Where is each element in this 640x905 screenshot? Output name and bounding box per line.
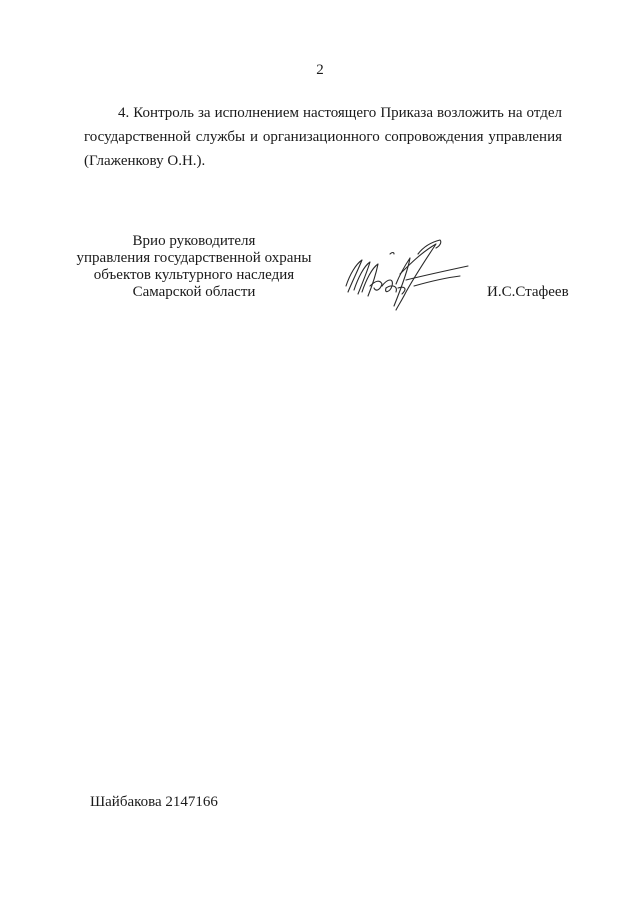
handwritten-signature (336, 234, 476, 312)
executor-contact: Шайбакова 2147166 (90, 794, 218, 810)
signer-position-line: Врио руководителя (132, 233, 256, 249)
signer-position-line: объектов культурного наследия (93, 267, 295, 283)
page-number: 2 (316, 62, 324, 78)
signer-position-line: Самарской области (132, 284, 256, 300)
signer-position-line: управления государственной охраны (76, 250, 312, 266)
signer-position (66, 233, 322, 301)
signer-name: И.С.Стафеев (487, 284, 569, 300)
order-paragraph-4: 4. Контроль за исполнением настоящего Приказа возложить на отдел государственной службы и организационного сопровождения управления (Глаженкову О.Н.). (84, 105, 562, 169)
